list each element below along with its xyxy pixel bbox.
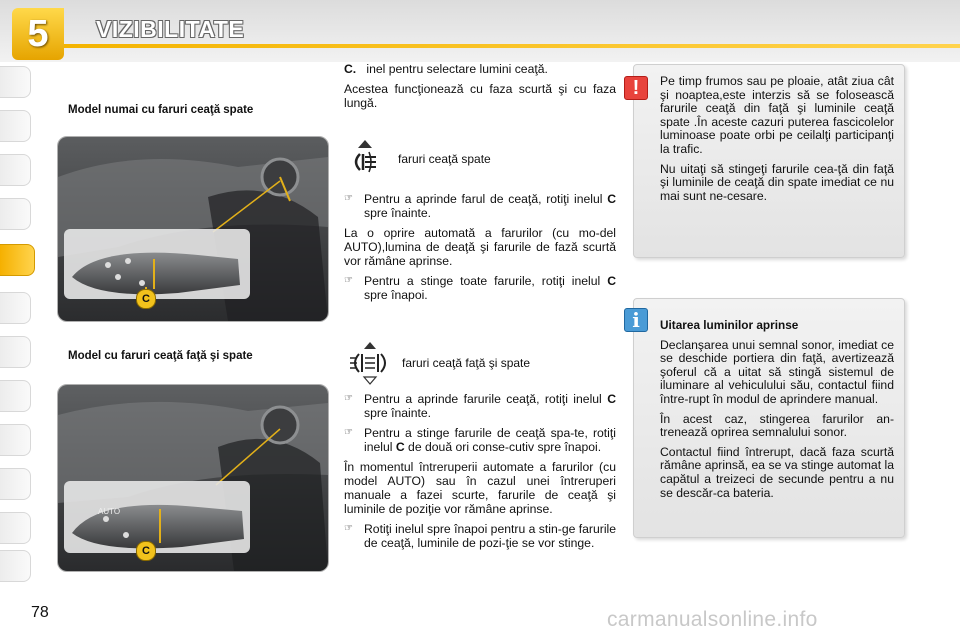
rear-fog-lamp-icon — [348, 138, 382, 180]
chapter-tab[interactable] — [0, 380, 31, 412]
instruction-bullet: ☞ Rotiţi inelul spre înapoi pentru a stin-ge farurile de ceaţă, luminile de pozi-ţie se vor stinge. — [344, 522, 617, 550]
warning-note — [633, 64, 905, 258]
model1-title: Model numai cu faruri ceaţă spate — [68, 104, 254, 116]
pointing-hand-icon: ☞ — [344, 193, 353, 204]
chapter-tabs — [0, 66, 34, 578]
warning-paragraph: Nu uitaţi să stingeţi farurile cea-ţă din faţă şi luminile de ceaţă din spate imediat ce nu mai sunt ne-cesare. — [660, 161, 894, 203]
front-rear-fog-instructions — [344, 392, 616, 556]
page-number: 78 — [31, 604, 49, 621]
stalk-photo-rear-fog — [57, 136, 329, 322]
ring-c-callout: C — [136, 289, 156, 309]
chapter-tab[interactable] — [0, 154, 31, 186]
pointing-hand-icon: ☞ — [344, 275, 353, 286]
page-title: VIZIBILITATE — [96, 16, 245, 42]
ring-label: C. — [344, 62, 357, 76]
model2-title: Model cu faruri ceaţă faţă şi spate — [68, 350, 253, 362]
chapter-tab[interactable] — [0, 198, 31, 230]
instruction-bullet: ☞ Pentru a stinge farurile de ceaţă spa-te, rotiţi inelul C de două ori conse-cutiv spre înapoi. — [344, 426, 616, 454]
stalk-photo-front-rear-fog — [57, 384, 329, 572]
warning-paragraph: Pe timp frumos sau pe ploaie, atât ziua cât şi noaptea,este interzis să se folosească farurile ceaţă din faţă şi luminile ceaţă spate .În aceste cazuri puterea fascicolelor luminoase poate orbi pe ceilalţi participanţi la trafic. — [660, 74, 894, 156]
chapter-tab[interactable] — [0, 110, 31, 142]
instruction-bullet: ☞ Pentru a aprinde farurile ceaţă, rotiţi inelul C spre înainte. — [344, 392, 616, 420]
pointing-hand-icon: ☞ — [344, 427, 353, 438]
chapter-tab[interactable] — [0, 512, 31, 544]
instruction-bullet: ☞ Pentru a aprinde farul de ceaţă, rotiţi inelul C spre înainte. — [344, 192, 616, 220]
rear-fog-label: faruri ceaţă spate — [398, 152, 491, 166]
info-paragraph: Declanşarea unui semnal sonor, imediat ce se deschide portiera din faţă, avertizează şoferul că a uitat să stingă sistemul de iluminare al vehiculului său, contactul fiind între-rupt în modul de aprindere manual. — [660, 337, 894, 406]
ring-description: inel pentru selectare lumini ceaţă. — [366, 62, 548, 76]
pointing-hand-icon: ☞ — [344, 523, 353, 534]
intro-paragraph: Acestea funcţionează cu faza scurtă şi cu faza lungă. — [344, 82, 616, 110]
pointing-hand-icon: ☞ — [344, 393, 353, 404]
stalk-auto-label: AUTO — [98, 507, 121, 516]
watermark: carmanualsonline.info — [607, 608, 818, 631]
header-accent-line — [60, 44, 960, 48]
ring-c-callout: C — [136, 541, 156, 561]
chapter-number: 5 — [12, 8, 64, 60]
front-rear-fog-row — [348, 340, 530, 386]
warning-icon: ! — [624, 76, 648, 100]
instruction-bullet: ☞ Pentru a stinge toate farurile, rotiţi inelul C spre înapoi. — [344, 274, 616, 302]
chapter-tab[interactable] — [0, 550, 31, 582]
info-note-title: Uitarea luminilor aprinse — [660, 318, 799, 332]
chapter-tab[interactable] — [0, 292, 31, 324]
chapter-tab[interactable] — [0, 424, 31, 456]
info-icon: i — [624, 308, 648, 332]
front-rear-fog-label: faruri ceaţă faţă şi spate — [402, 356, 531, 370]
info-paragraph: Contactul fiind întrerupt, dacă faza scurtă rămâne aprinsă, ea se va stinge automat la capătul a treizeci de secunde pentru a nu se descăr-ca bateria. — [660, 444, 894, 500]
chapter-tab[interactable] — [0, 336, 31, 368]
front-rear-fog-lamp-icon — [348, 340, 392, 386]
chapter-tab-active[interactable] — [0, 244, 35, 276]
auto-stop-paragraph: La o oprire automată a farurilor (cu mo-del AUTO),lumina de deaţă şi farurile de fază scurtă vor rămâne aprinse. — [344, 226, 616, 268]
rear-fog-instructions — [344, 192, 616, 308]
auto-interrupt-paragraph: În momentul întreruperii automate a farurilor (cu model AUTO) sau în cazul unei întreruperi manuale a fazei scurte, farurile de ceaţă şi luminile de poziţie vor rămâne aprinse. — [344, 460, 616, 516]
info-note — [633, 298, 905, 538]
chapter-tab[interactable] — [0, 468, 31, 500]
info-paragraph: În acest caz, stingerea farurilor an-trenează oprirea semnalului sonor. — [660, 411, 894, 440]
rear-fog-row — [348, 138, 491, 180]
chapter-tab[interactable] — [0, 66, 31, 98]
intro-block — [344, 62, 616, 116]
